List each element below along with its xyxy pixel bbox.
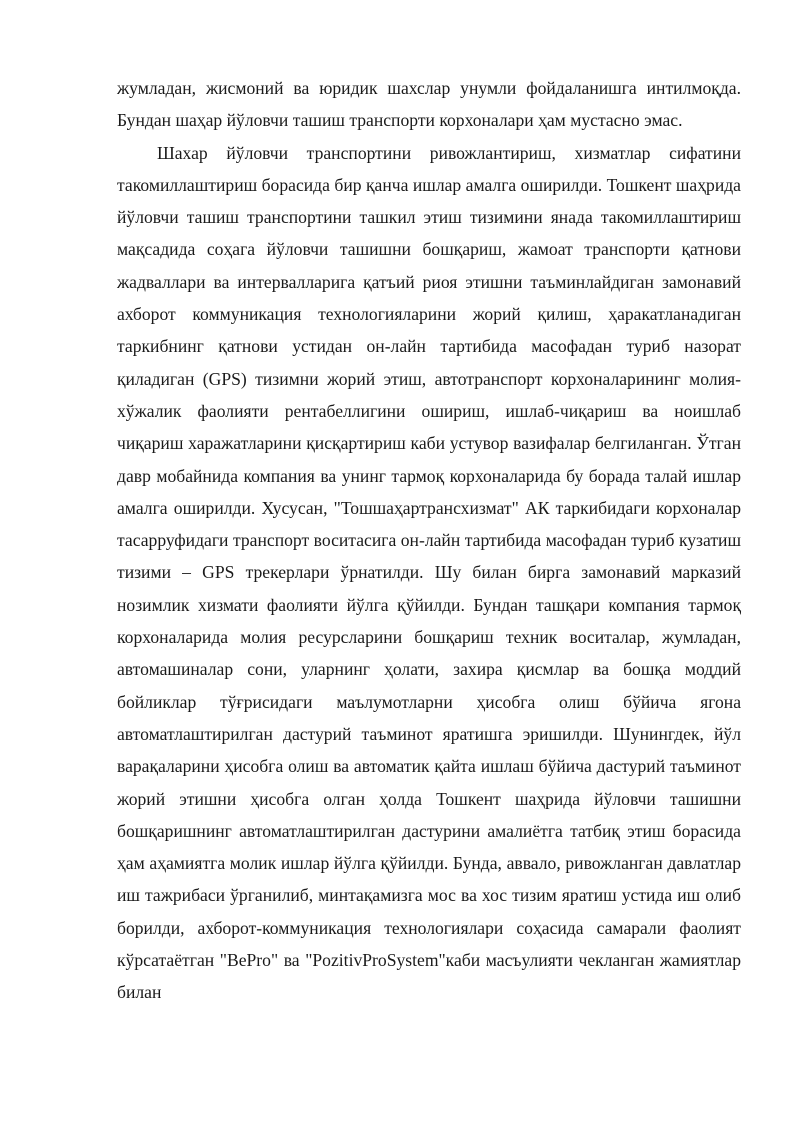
- paragraph-continuation: жумладан, жисмоний ва юридик шахслар унумли фойдаланишга интилмоқда. Бундан шаҳар йўловчи ташиш транспорти корхоналари ҳам мустасно эмас.: [117, 78, 741, 131]
- paragraph-main: Шахар йўловчи транспортини ривожлантириш, хизматлар сифатини такомиллаштириш борасида бир қанча ишлар амалга оширилди. Тошкент шаҳрида йўловчи ташиш транспортини ташкил этиш тизимини янада такомиллаштириш мақсадида соҳага йўловчи ташишни бошқариш, жамоат транспорти қатнови жадваллари ва интервалларига қатъий риоя этишни таъминлайдиган замонавий ахборот коммуникация технологияларини жорий қилиш, ҳаракатланадиган таркибнинг қатнови устидан он-лайн тартибида масофадан туриб назорат қиладиган (GPS) тизимни жорий этиш, автотранспорт корхоналарининг молия-хўжалик фаолияти рентабеллигини ошириш, ишлаб-чиқариш ва ноишлаб чиқариш харажатларини қисқартириш каби устувор вазифалар белгиланган. Ўтган давр мобайнида компания ва унинг тармоқ корхоналарида бу борада талай ишлар амалга оширилди. Хусусан, "Тошшаҳартрансхизмат" АК таркибидаги корхоналар тасарруфидаги транспорт воситасига он-лайн тартибида масофадан туриб кузатиш тизими – GPS трекерлари ўрнатилди. Шу билан бирга замонавий марказий нозимлик хизмати фаолияти йўлга қўйилди. Бундан ташқари компания тармоқ корхоналарида молия ресурсларини бошқариш техник воситалар, жумладан, автомашиналар сони, уларнинг ҳолати, захира қисмлар ва бошқа моддий бойликлар тўғрисидаги маълумотларни ҳисобга олиш бўйича ягона автоматлаштирилган дастурий таъминот яратишга эришилди. Шунингдек, йўл варақаларини ҳисобга олиш ва автоматик қайта ишлаш бўйича дастурий таъминот жорий этишни ҳисобга олган ҳолда Тошкент шаҳрида йўловчи ташишни бошқаришнинг автоматлаштирилган дастурини амалиётга татбиқ этиш борасида ҳам аҳамиятга молик ишлар йўлга қўйилди. Бунда, аввало, ривожланган давлатлар иш тажрибаси ўрганилиб, минтақамизга мос ва хос тизим яратиш устида иш олиб борилди, ахборот-коммуникация технологиялари соҳасида самарали фаолият кўрсатаётган "BePro" ва "PozitivProSystem"каби масъулияти чекланган жамиятлар билан: [117, 142, 741, 1003]
- body-text: [117, 72, 741, 1009]
